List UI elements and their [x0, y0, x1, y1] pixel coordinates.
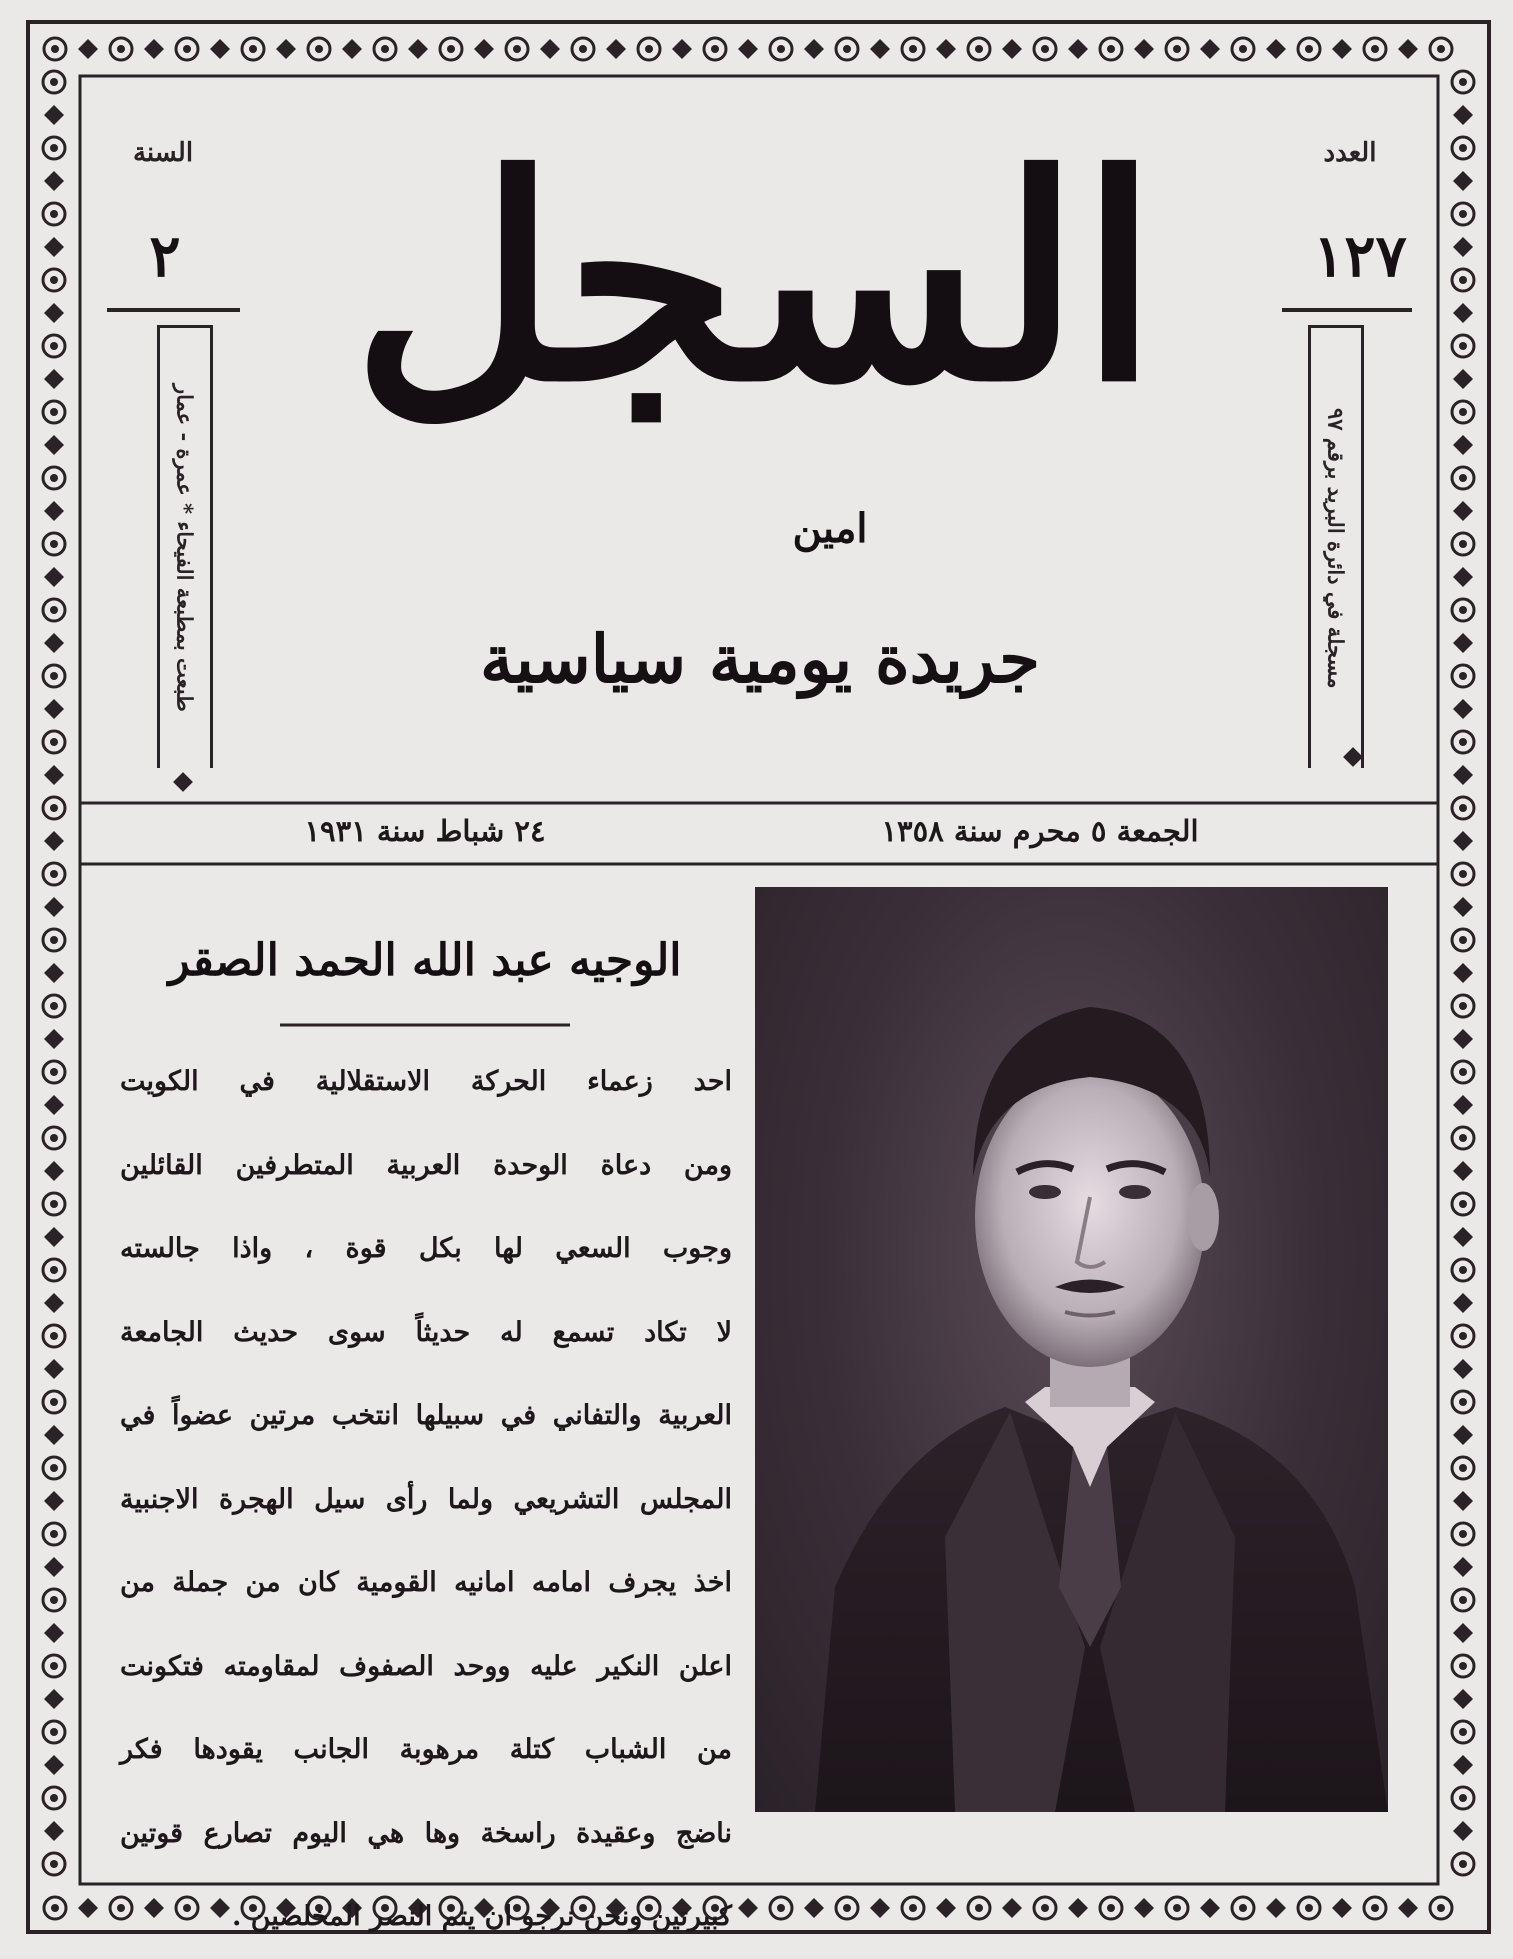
diamond-ornament-icon — [44, 1161, 64, 1181]
diamond-ornament-icon — [44, 1293, 64, 1313]
diamond-ornament-icon — [44, 963, 64, 983]
article-line: من الشباب كتلة مرهوبة الجانب يقودها فكر — [120, 1734, 732, 1765]
gregorian-date: ٢٤ شباط سنة ١٩٣١ — [304, 814, 546, 848]
article-line: وجوب السعي لها بكل قوة ، واذا جالسته — [120, 1233, 732, 1264]
article-body — [120, 1040, 732, 1959]
article-line: احد زعماء الحركة الاستقلالية في الكويت — [120, 1066, 732, 1097]
diamond-ornament-icon — [672, 39, 692, 59]
ring-ornament-dot — [1459, 738, 1467, 746]
diamond-ornament-icon — [1134, 39, 1154, 59]
ring-ornament-dot — [1239, 1904, 1247, 1912]
diamond-ornament-icon — [1453, 1227, 1473, 1247]
ring-ornament-dot — [1459, 1332, 1467, 1340]
ring-ornament-dot — [1459, 1728, 1467, 1736]
ring-ornament-dot — [1371, 1904, 1379, 1912]
ring-ornament-dot — [50, 540, 58, 548]
ring-ornament-dot — [1459, 1200, 1467, 1208]
diamond-ornament-icon — [1453, 765, 1473, 785]
diamond-ornament-icon — [44, 1227, 64, 1247]
ring-ornament-dot — [50, 1002, 58, 1010]
ring-ornament-dot — [50, 1860, 58, 1868]
diamond-ornament-icon — [44, 1029, 64, 1049]
ring-ornament-dot — [1459, 408, 1467, 416]
ring-ornament-dot — [843, 45, 851, 53]
diamond-ornament-icon — [44, 1821, 64, 1841]
diamond-ornament-icon — [78, 39, 98, 59]
diamond-ornament-icon — [1453, 501, 1473, 521]
diamond-ornament-icon — [44, 171, 64, 191]
ring-ornament-dot — [50, 606, 58, 614]
ring-ornament-dot — [1459, 276, 1467, 284]
printer-box — [157, 325, 213, 768]
diamond-ornament-icon — [1453, 567, 1473, 587]
diamond-ornament-icon — [1200, 1898, 1220, 1918]
diamond-ornament-icon — [44, 369, 64, 389]
diamond-ornament-icon — [1398, 39, 1418, 59]
diamond-ornament-icon — [44, 501, 64, 521]
diamond-ornament-icon — [1134, 1898, 1154, 1918]
ring-ornament-dot — [50, 1728, 58, 1736]
diamond-ornament-icon — [1453, 369, 1473, 389]
diamond-ornament-icon — [144, 39, 164, 59]
diamond-ornament-icon — [870, 39, 890, 59]
ring-ornament-dot — [50, 1200, 58, 1208]
article-line: ناضج وعقيدة راسخة وها هي اليوم تصارع قوتين — [120, 1817, 732, 1849]
ring-ornament-dot — [1459, 1002, 1467, 1010]
ring-ornament-dot — [50, 1332, 58, 1340]
ring-ornament-dot — [1459, 540, 1467, 548]
ring-ornament-dot — [777, 45, 785, 53]
article-line: اخذ يجرف امامه امانيه القومية كان من جملة من — [120, 1567, 732, 1598]
ring-ornament-dot — [1459, 1398, 1467, 1406]
ring-ornament-dot — [50, 1266, 58, 1274]
diamond-ornament-icon — [44, 1425, 64, 1445]
ring-ornament-dot — [1459, 1794, 1467, 1802]
ring-ornament-dot — [50, 870, 58, 878]
diamond-ornament-icon — [870, 1898, 890, 1918]
diamond-ornament-icon — [44, 303, 64, 323]
ring-ornament-dot — [51, 45, 59, 53]
ring-ornament-dot — [1239, 45, 1247, 53]
diamond-ornament-icon — [44, 1359, 64, 1379]
diamond-ornament-icon — [44, 567, 64, 587]
ring-ornament-dot — [909, 1904, 917, 1912]
diamond-ornament-icon — [1453, 1491, 1473, 1511]
diamond-ornament-icon — [1453, 1425, 1473, 1445]
ring-ornament-dot — [1459, 474, 1467, 482]
printer-note: طبعت بمطبعة الفيحاء * عمرة - عمار — [172, 384, 198, 712]
diamond-ornament-icon — [1453, 897, 1473, 917]
ring-ornament-dot — [645, 45, 653, 53]
ring-ornament-dot — [1459, 1266, 1467, 1274]
diamond-ornament-icon — [474, 39, 494, 59]
diamond-ornament-icon — [1332, 1898, 1352, 1918]
ring-ornament-dot — [1305, 45, 1313, 53]
article-line: العربية والتفاني في سبيلها انتخب مرتين عضواً في — [120, 1400, 732, 1431]
ring-ornament-dot — [50, 144, 58, 152]
ring-ornament-dot — [50, 342, 58, 350]
ring-ornament-dot — [50, 1398, 58, 1406]
diamond-ornament-icon — [1068, 1898, 1088, 1918]
portrait-figure — [755, 887, 1388, 1812]
ring-ornament-dot — [1459, 1596, 1467, 1604]
article-line: كبيرتين ونحن نرجو ان يتم النصر المخلصين . — [231, 1901, 732, 1932]
diamond-ornament-icon — [44, 105, 64, 125]
masthead-editor-word: امين — [792, 505, 868, 552]
diamond-ornament-icon — [44, 897, 64, 917]
ring-ornament-dot — [249, 45, 257, 53]
diamond-ornament-icon — [1453, 1755, 1473, 1775]
diamond-ornament-icon — [1200, 39, 1220, 59]
ring-ornament-dot — [1459, 1068, 1467, 1076]
ring-ornament-dot — [50, 738, 58, 746]
diamond-ornament-icon — [1002, 1898, 1022, 1918]
issue-number: ١٢٧ — [1313, 222, 1407, 290]
ring-ornament-dot — [1107, 1904, 1115, 1912]
diamond-ornament-icon — [342, 39, 362, 59]
diamond-ornament-icon — [1453, 105, 1473, 125]
ring-ornament-dot — [1459, 78, 1467, 86]
postal-registration-note: مسجلة في دائرة البريد برقم ٩٧ — [1323, 407, 1349, 689]
diamond-ornament-icon — [1332, 39, 1352, 59]
diamond-ornament-icon — [44, 237, 64, 257]
diamond-ornament-icon — [1453, 1359, 1473, 1379]
article-line: اعلن النكير عليه ووحد الصفوف لمقاومته فتكونت — [120, 1650, 732, 1682]
article-line: لا تكاد تسمع له حديثاً سوى حديث الجامعة — [120, 1316, 732, 1348]
diamond-ornament-icon — [1453, 303, 1473, 323]
ring-ornament-dot — [50, 210, 58, 218]
diamond-ornament-icon — [1453, 171, 1473, 191]
diamond-ornament-icon — [1002, 39, 1022, 59]
issue-number-label: العدد — [1323, 138, 1377, 168]
ring-ornament-dot — [1173, 45, 1181, 53]
diamond-ornament-icon — [44, 1689, 64, 1709]
ring-ornament-dot — [1459, 1530, 1467, 1538]
portrait-photo — [755, 887, 1388, 1812]
ring-ornament-dot — [1459, 936, 1467, 944]
year-label: السنة — [132, 138, 194, 168]
diamond-ornament-icon — [44, 765, 64, 785]
ring-ornament-dot — [50, 78, 58, 86]
diamond-ornament-icon — [210, 39, 230, 59]
diamond-ornament-icon — [1453, 963, 1473, 983]
ring-ornament-dot — [50, 1134, 58, 1142]
diamond-ornament-icon — [1453, 1161, 1473, 1181]
masthead-title: السجل — [352, 115, 1158, 444]
ring-ornament-dot — [117, 45, 125, 53]
diamond-ornament-icon — [738, 1898, 758, 1918]
ring-ornament-dot — [50, 1596, 58, 1604]
year-number: ٢ — [149, 222, 181, 290]
ring-ornament-dot — [975, 1904, 983, 1912]
diamond-ornament-icon — [606, 39, 626, 59]
diamond-ornament-icon — [44, 1755, 64, 1775]
masthead-subtitle: جريدة يومية سياسية — [480, 620, 1040, 698]
ring-ornament-dot — [1437, 45, 1445, 53]
diamond-ornament-icon — [1398, 1898, 1418, 1918]
ring-ornament-dot — [579, 45, 587, 53]
ring-ornament-dot — [1459, 870, 1467, 878]
diamond-ornament-icon — [44, 435, 64, 455]
ring-ornament-dot — [777, 1904, 785, 1912]
ring-ornament-dot — [315, 45, 323, 53]
ring-ornament-dot — [1459, 804, 1467, 812]
ring-ornament-dot — [975, 45, 983, 53]
ring-ornament-dot — [1437, 1904, 1445, 1912]
diamond-ornament-icon — [936, 39, 956, 59]
diamond-ornament-icon — [408, 39, 428, 59]
diamond-ornament-icon — [738, 39, 758, 59]
ring-ornament-dot — [1459, 1134, 1467, 1142]
ring-ornament-dot — [183, 45, 191, 53]
diamond-ornament-icon — [1453, 1557, 1473, 1577]
ring-ornament-dot — [50, 276, 58, 284]
ring-ornament-dot — [50, 408, 58, 416]
ring-ornament-dot — [1107, 45, 1115, 53]
diamond-ornament-icon — [1453, 1623, 1473, 1643]
diamond-ornament-icon — [1453, 1095, 1473, 1115]
ring-ornament-dot — [447, 45, 455, 53]
diamond-ornament-icon — [936, 1898, 956, 1918]
ring-ornament-dot — [50, 1068, 58, 1076]
hijri-date: الجمعة ٥ محرم سنة ١٣٥٨ — [881, 814, 1199, 848]
ring-ornament-dot — [513, 45, 521, 53]
ring-ornament-dot — [51, 1904, 59, 1912]
diamond-ornament-icon — [44, 633, 64, 653]
diamond-ornament-icon — [540, 39, 560, 59]
ring-ornament-dot — [1459, 144, 1467, 152]
diamond-ornament-icon — [1453, 1293, 1473, 1313]
article-title: الوجيه عبد الله الحمد الصقر — [168, 935, 682, 986]
ring-ornament-dot — [1459, 342, 1467, 350]
diamond-ornament-icon — [44, 1491, 64, 1511]
diamond-ornament-icon — [1453, 699, 1473, 719]
diamond-ornament-icon — [804, 1898, 824, 1918]
ring-ornament-dot — [50, 804, 58, 812]
diamond-ornament-icon — [44, 699, 64, 719]
ring-ornament-dot — [711, 45, 719, 53]
ring-ornament-dot — [1459, 1464, 1467, 1472]
ring-ornament-dot — [50, 474, 58, 482]
diamond-ornament-icon — [1453, 1821, 1473, 1841]
ring-ornament-dot — [50, 1794, 58, 1802]
diamond-ornament-icon — [44, 1557, 64, 1577]
diamond-ornament-icon — [1453, 831, 1473, 851]
ring-ornament-dot — [1173, 1904, 1181, 1912]
ring-ornament-dot — [1041, 1904, 1049, 1912]
ring-ornament-dot — [381, 45, 389, 53]
diamond-ornament-icon — [1453, 633, 1473, 653]
article-line: المجلس التشريعي ولما رأى سيل الهجرة الاجنبية — [120, 1483, 732, 1515]
diamond-ornament-icon — [1453, 435, 1473, 455]
article-line: ومن دعاة الوحدة العربية المتطرفين القائلين — [120, 1149, 732, 1181]
ring-ornament-dot — [1305, 1904, 1313, 1912]
ring-ornament-dot — [843, 1904, 851, 1912]
ring-ornament-dot — [50, 936, 58, 944]
diamond-ornament-icon — [1266, 39, 1286, 59]
ring-ornament-dot — [1459, 1662, 1467, 1670]
ring-ornament-dot — [1459, 210, 1467, 218]
diamond-ornament-icon — [1453, 237, 1473, 257]
ring-ornament-dot — [50, 1464, 58, 1472]
diamond-ornament-icon — [1453, 1689, 1473, 1709]
diamond-ornament-icon — [78, 1898, 98, 1918]
diamond-ornament-icon — [804, 39, 824, 59]
diamond-ornament-icon — [1453, 1029, 1473, 1049]
diamond-ornament-icon — [44, 1623, 64, 1643]
diamond-ornament-icon — [44, 831, 64, 851]
ring-ornament-dot — [1371, 45, 1379, 53]
diamond-ornament-icon — [1266, 1898, 1286, 1918]
ring-ornament-dot — [50, 1662, 58, 1670]
ring-ornament-dot — [1459, 1860, 1467, 1868]
ring-ornament-dot — [1041, 45, 1049, 53]
ring-ornament-dot — [909, 45, 917, 53]
diamond-ornament-icon — [44, 1095, 64, 1115]
postal-registration-box — [1308, 325, 1364, 768]
ring-ornament-dot — [50, 1530, 58, 1538]
diamond-ornament-icon — [1068, 39, 1088, 59]
diamond-ornament-icon — [276, 39, 296, 59]
ring-ornament-dot — [50, 672, 58, 680]
ring-ornament-dot — [1459, 606, 1467, 614]
ring-ornament-dot — [1459, 672, 1467, 680]
